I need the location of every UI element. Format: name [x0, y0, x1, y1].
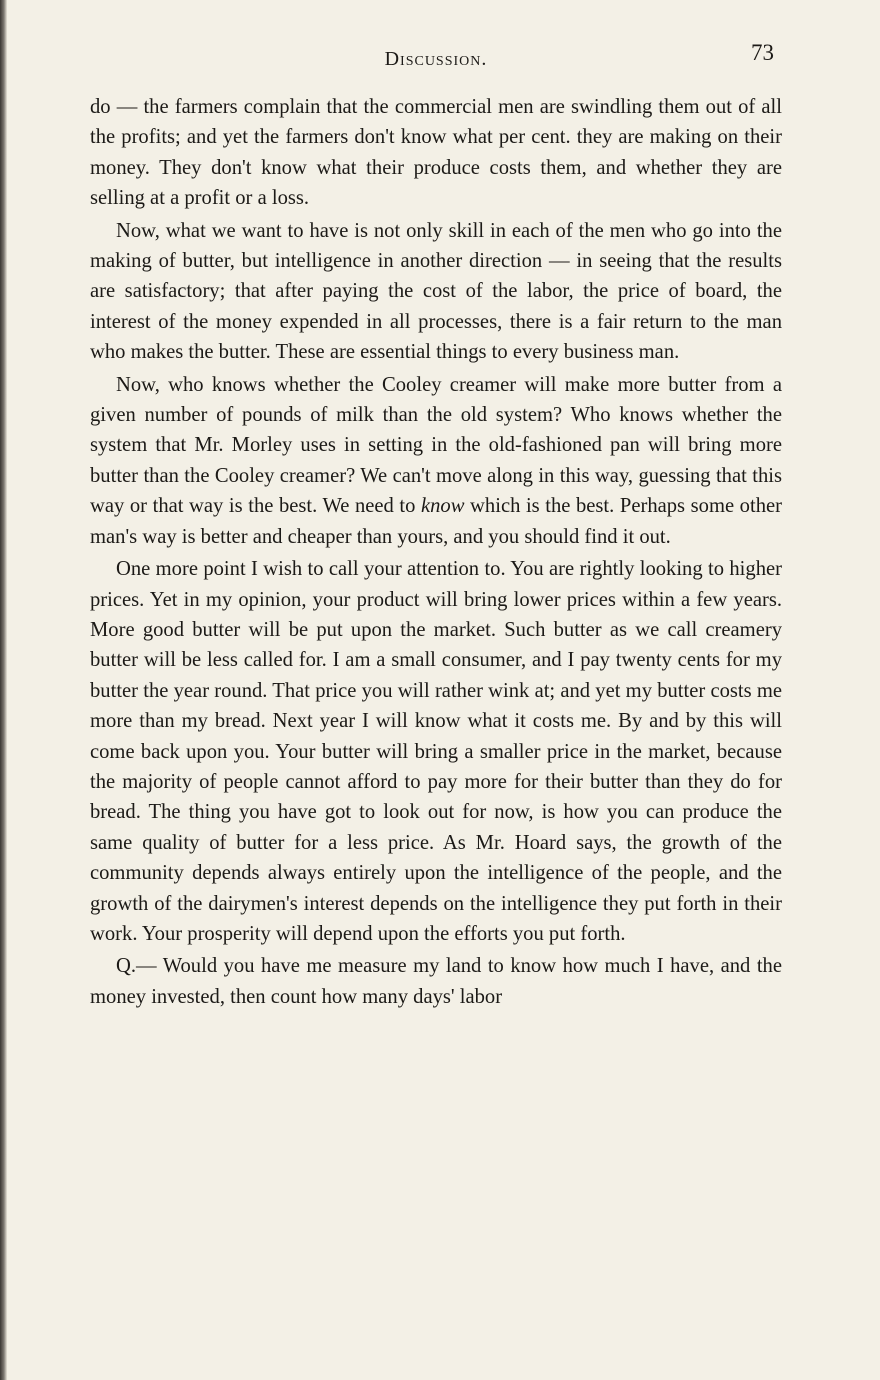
emphasis-know: know — [421, 495, 465, 518]
running-head — [90, 38, 782, 82]
paragraph-butter-prices: One more point I wish to call your attention to. You are rightly looking to higher prices. Yet in my opinion, your product will bring lower prices within a few years. More good butter will be put upon the market. Such butter as we call creamery butter will be less called for. I am a small consumer, and I pay twenty cents for my butter the year round. That price you will rather wink at; and yet my butter costs me more than my bread. Next year I will know what it costs me. By and by this will come back upon you. Your butter will bring a smaller price in the market, because the majority of people cannot afford to pay more for their butter than they do for bread. The thing you have got to look out for now, is how you can produce the same quality of butter for a less price. As Mr. Hoard says, the growth of the community depends always entirely upon the intelligence of the people, and the growth of the dairymen's interest depends on the intelligence they put forth in their work. Your prosperity will depend upon the efforts you put forth. — [90, 558, 782, 945]
paragraph-cooley-creamer: Now, who knows whether the Cooley creamer will make more butter from a given number of pounds of milk than the old system? Who knows whether the system that Mr. Morley uses in setting in the old-fashioned pan will bring more butter than the Cooley creamer? We can't move along in this way, guessing that this way or that way is the best. We need to know which is the best. Perhaps some other man's way is better and cheaper than yours, and you should find it out. — [90, 373, 782, 548]
paragraph-question: Q.— Would you have me measure my land to know how much I have, and the money invested, then count how many days' labor — [90, 955, 782, 1008]
book-page — [90, 38, 782, 1014]
paragraph-skill-and-intelligence: Now, what we want to have is not only skill in each of the men who go into the making of butter, but intelligence in another direction — in seeing that the results are satisfactory; that after paying the cost of the labor, the price of board, the interest of the money expended in all processes, there is a fair return to the man who makes the butter. These are essential things to every business man. — [90, 219, 782, 364]
body-text — [90, 92, 782, 1012]
page-edge-shadow — [0, 0, 7, 1380]
page-number: 73 — [751, 40, 774, 65]
paragraph-continuation: do — the farmers complain that the commercial men are swindling them out of all the profits; and yet the farmers don't know what per cent. they are making on their money. They don't know what their produce costs them, and whether they are selling at a profit or a loss. — [90, 96, 782, 210]
running-title: Discussion. — [384, 48, 488, 70]
